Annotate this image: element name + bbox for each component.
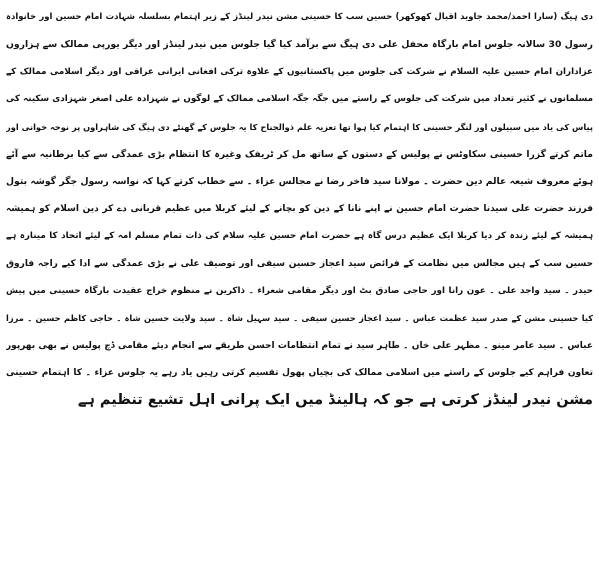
article-body (6, 4, 593, 415)
article-line: دی ہیگ (سارا احمد/محمد جاوید اقبال کھوکھر) حسین سب کا حسینی مشن نیدر لینڈز کے زیر اہتمام بسلسلہ شہادت امام حسین اور خانوادہ (6, 12, 593, 22)
article-line: حیدر ۔ سید واجد علی ۔ عون رانا اور حاجی صادق بٹ اور دیگر مقامی شعراء ۔ ذاکرین نے منظوم خراج عقیدت بارگاہ حسینی میں پیش (6, 285, 593, 296)
article-line: عزاداران امام حسین علیہ السلام نے شرکت کی جلوس میں پاکستانیوں کے علاوہ ترکی افغانی ایرانی عراقی اور دیگر اسلامی ممالک کے (6, 66, 593, 77)
article-line: حسین سب کے ہیں مجالس میں نظامت کے فرائض سید اعجاز حسین سیفی اور توصیف علی نے بڑی عمدگی سے ادا کیے راجہ فاروق (6, 258, 593, 269)
article-line-last: مشن نیدر لینڈز کرتی ہے جو کہ ہالینڈ میں ایک پرانی اہل تشیع تنظیم ہے (77, 392, 593, 409)
article-line: مسلمانوں نے کثیر تعداد میں شرکت کی جلوس کے راستے میں جگہ جگہ اسلامی ممالک کے لوگوں نے شہزادہ علی اصغر شہزادی سکینہ کی (6, 94, 593, 105)
article-line: کیا حسینی مشن کے صدر سید عظمت عباس ۔ سید اعجاز حسین سیفی ۔ سید سہیل شاہ ۔ سید ولایت حسین شاہ ۔ حاجی کاظم حسین ۔ مرزا (6, 313, 593, 324)
article-line: ماتم کرتے گزرا حسینی سکاوٹس نے پولیس کے دستوں کے ساتھ مل کر ٹریفک وغیرہ کا انتظام بڑی عمدگی سے کیا برطانیہ سے آئے (6, 148, 593, 160)
article-line: تعاون فراہم کیے جلوس کے راستے میں اسلامی ممالک کی بچیاں پھول تقسیم کرتی رہیں یاد رہے یہ جلوس عزاء ۔ کا اہتمام حسینی (6, 368, 593, 379)
article-line: فرزند حضرت علی سیدنا حضرت امام حسین نے اپنے نانا کے دین کو بچانے کے لیئے کربلا میں عظیم قربانی دے کر دین اسلام کو ہمیشہ (6, 203, 593, 214)
article-line: رسول 30 سالانہ جلوس امام بارگاہ محفل علی دی ہیگ سے برآمد کیا گیا جلوس میں نیدر لینڈز اور دیگر یورپی ممالک سے ہزاروں (6, 39, 593, 51)
article-line: پیاس کی یاد میں سبیلوں اور لنگر حسینی کا اہتمام کیا ہوا تھا تعزیہ علم ذوالجناح کا یہ جلوس کے گھنٹے دی ہیگ کی شاہراوں پر نوحہ خوانی اور (6, 121, 593, 132)
article-line: ہمیشہ کے لیئے زندہ کر دیا کربلا ایک عظیم درس گاہ ہے حضرت امام حسین علیہ سلام کی ذات تمام مسلم امہ کے لیئے اتحاد کا مینارہ ہے (6, 231, 593, 242)
article-line: ہوئے معروف شیعہ عالم دین حضرت ۔ مولانا سید فاخر رضا نے مجالس عزاء ۔ سے خطاب کرتے کہا کہ نواسہ رسول جگر گوشہ بتول (6, 176, 593, 188)
article-line: عباس ۔ سید عامر مینو ۔ مظہر علی خاں ۔ طاہر سید نے تمام انتظامات احسن طریقے سے انجام دیئے مقامی ڈچ پولیس نے بھی بھرپور (6, 340, 593, 351)
